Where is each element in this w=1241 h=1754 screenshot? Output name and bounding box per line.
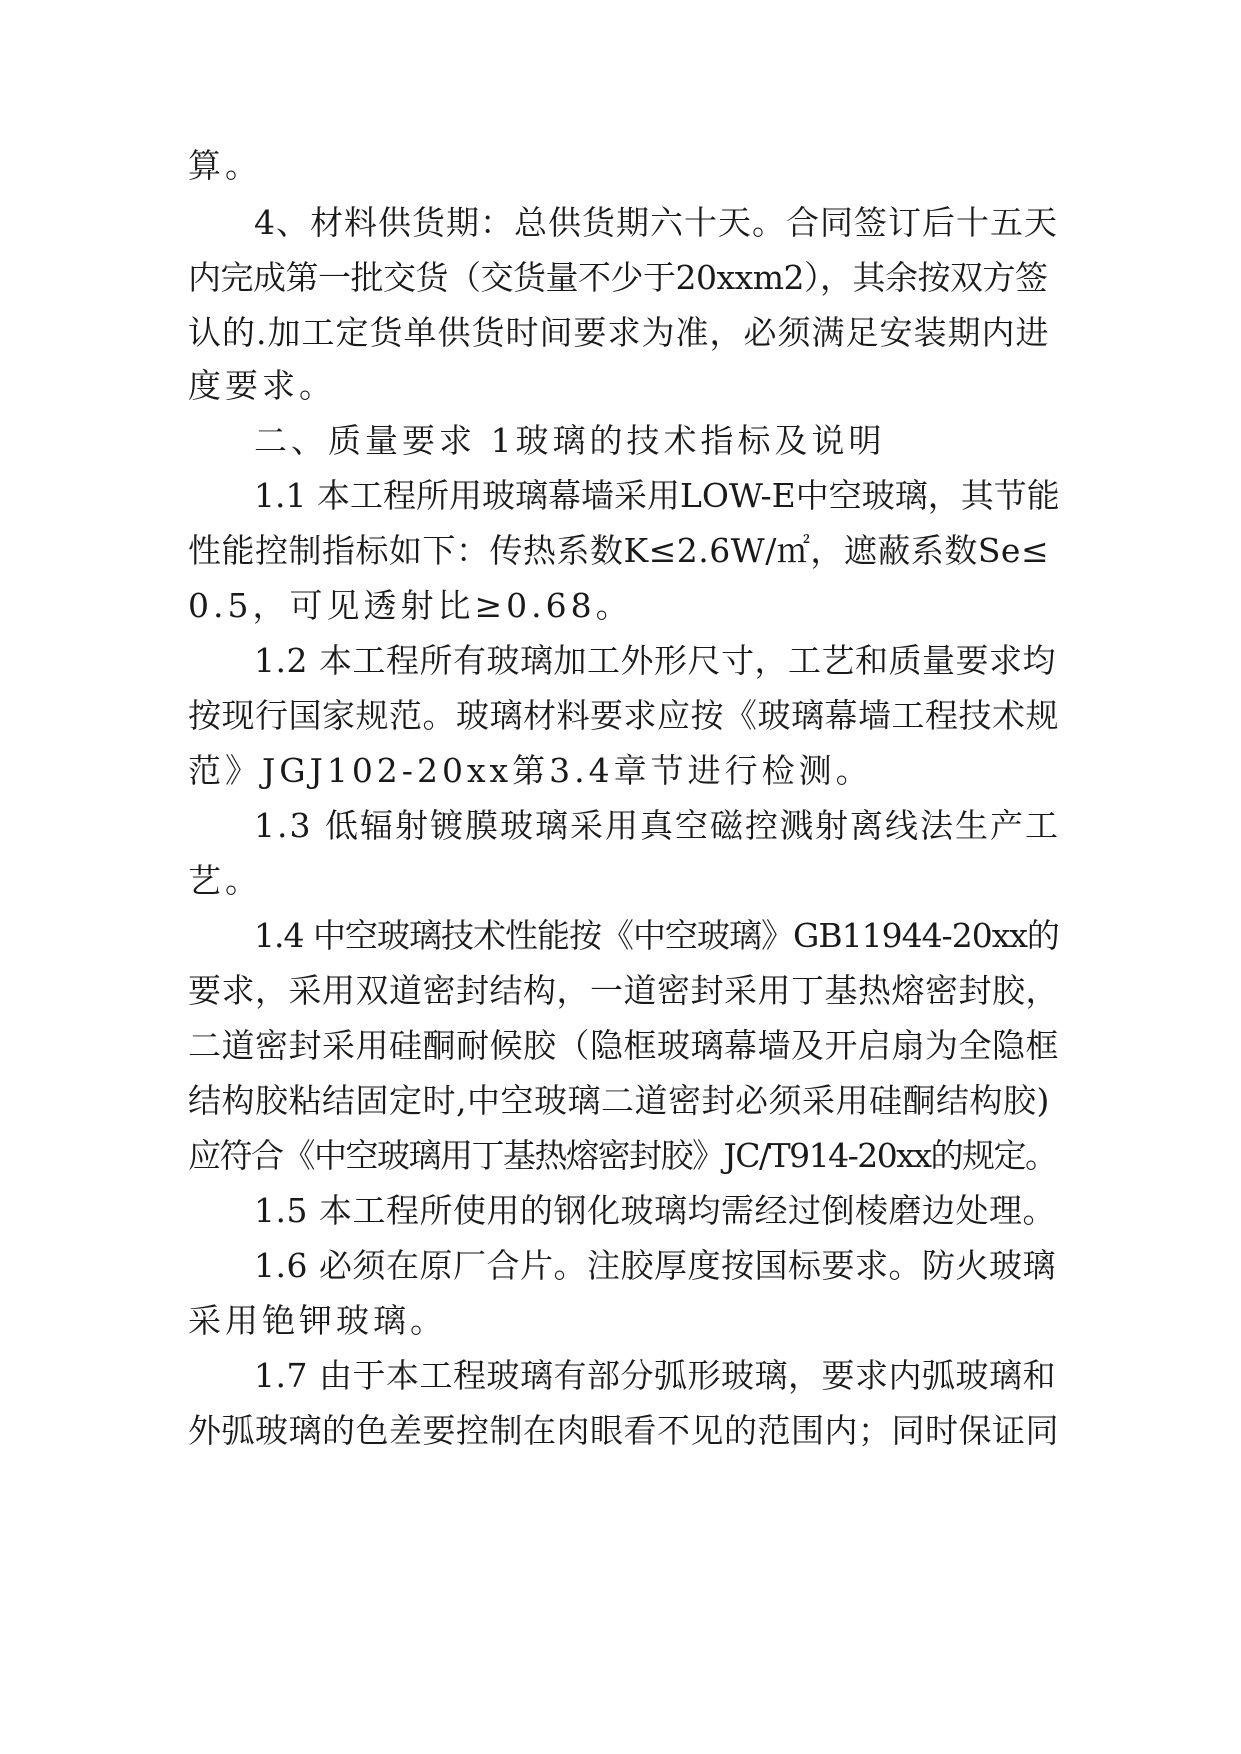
text-line: 采用铯钾玻璃。 [188,1301,447,1340]
text-line: 按现行国家规范。玻璃材料要求应按《玻璃幕墙工程技术规 [188,696,1059,735]
text-line: 0.5，可见透射比≥0.68。 [188,586,633,625]
text-line: 结构胶粘结固定时,中空玻璃二道密封必须采用硅酮结构胶) [188,1081,1050,1120]
text-line: 1.2 本工程所有玻璃加工外形尺寸，工艺和质量要求均 [254,641,1056,680]
text-line: 二道密封采用硅酮耐候胶（隐框玻璃幕墙及开启扇为全隐框 [188,1026,1059,1065]
text-line: 外弧玻璃的色差要控制在肉眼看不见的范围内；同时保证同 [188,1411,1059,1450]
text-line: 1.4 中空玻璃技术性能按《中空玻璃》GB11944-20xx的 [254,916,1059,955]
text-line: 1.5 本工程所使用的钢化玻璃均需经过倒棱磨边处理。 [254,1191,1056,1230]
text-line: 性能控制指标如下：传热系数K≤2.6W/㎡，遮蔽系数Se≤ [188,531,1050,570]
text-line: 要求，采用双道密封结构，一道密封采用丁基热熔密封胶， [188,971,1059,1010]
text-line: 1.3 低辐射镀膜玻璃采用真空磁控溅射离线法生产工 [254,806,1060,845]
text-line: 应符合《中空玻璃用丁基热熔密封胶》JC/T914-20xx的规定。 [188,1136,1057,1175]
text-line: 1.1 本工程所用玻璃幕墙采用LOW-E中空玻璃，其节能 [254,476,1060,515]
text-line: 认的.加工定货单供货时间要求为准，必须满足安装期内进 [188,313,1050,352]
text-line: 4、材料供货期：总供货期六十天。合同签订后十五天 [254,203,1058,242]
text-line: 艺。 [188,861,262,900]
section-heading: 二、质量要求 1玻璃的技术指标及说明 [254,421,886,460]
text-line: 度要求。 [188,366,336,405]
text-line: 内完成第一批交货（交货量不少于20xxm2），其余按双方签 [188,258,1048,297]
text-line: 1.6 必须在原厂合片。注胶厚度按国标要求。防火玻璃 [254,1246,1056,1285]
text-line: 算。 [188,146,262,185]
text-line: 1.7 由于本工程玻璃有部分弧形玻璃，要求内弧玻璃和 [254,1356,1056,1395]
text-line: 范》JGJ102-20xx第3.4章节进行检测。 [188,751,873,790]
